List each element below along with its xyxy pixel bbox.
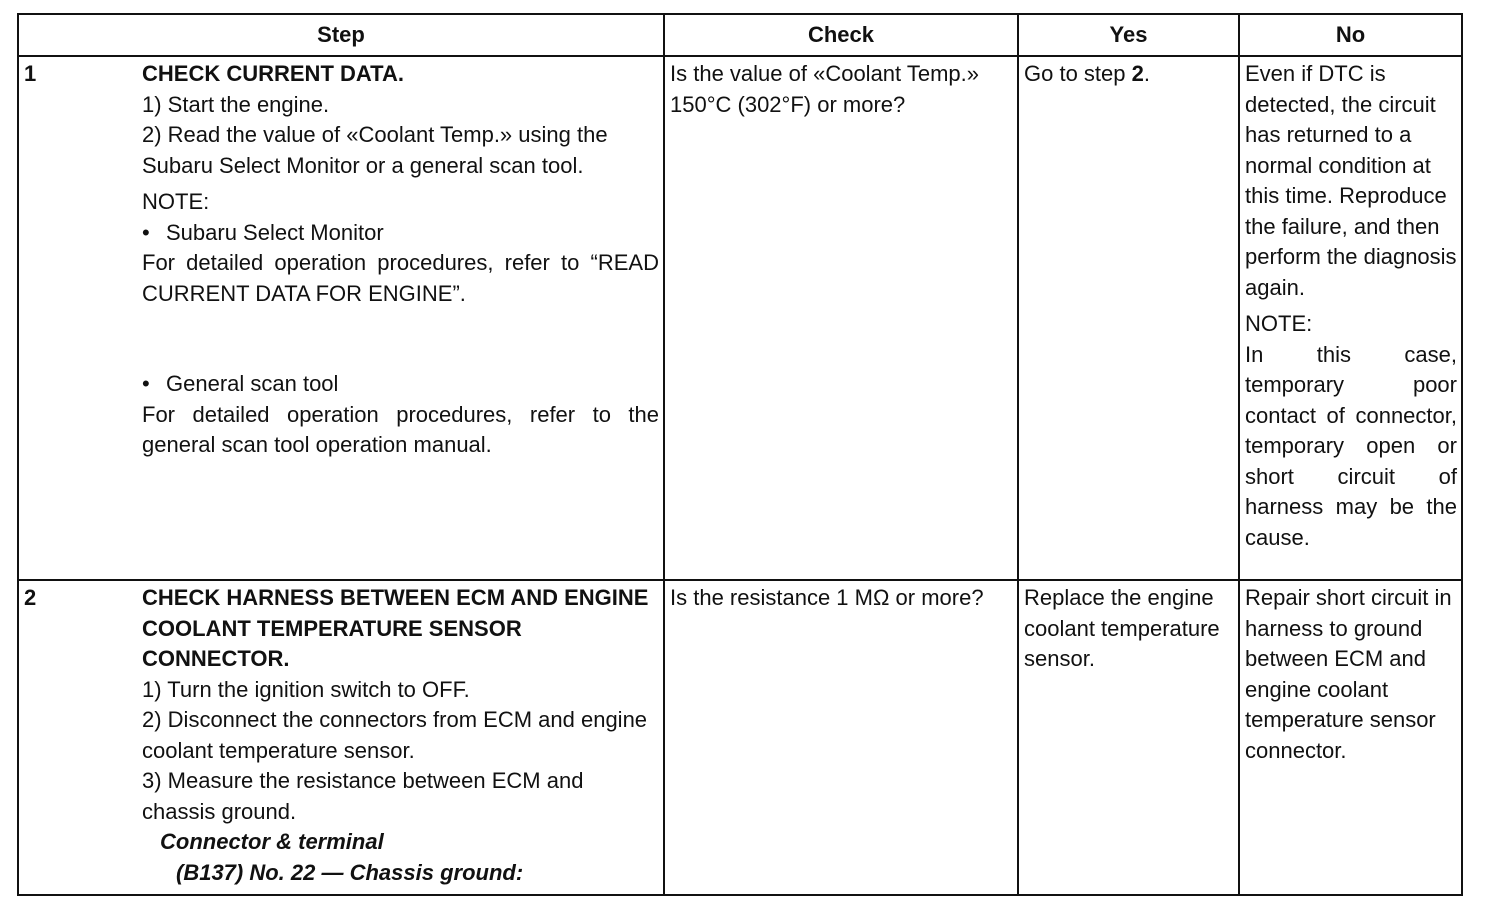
table-row <box>18 580 1462 895</box>
no-cell <box>1239 580 1462 895</box>
yes-text: Replace the engine coolant temperature sensor. <box>1024 585 1220 671</box>
header-step: Step <box>18 14 664 56</box>
table-row <box>18 56 1462 580</box>
no-text: Repair short circuit in harness to ground between ECM and engine coolant temperature sensor connector. <box>1245 585 1452 763</box>
yes-suffix: . <box>1143 61 1150 86</box>
connector-label: Connector & terminal <box>160 829 384 854</box>
step-number: 1 <box>24 61 37 86</box>
procedure-step: 1) Turn the ignition switch to OFF. <box>142 676 470 702</box>
header-no: No <box>1239 14 1462 56</box>
procedure-step: 2) Read the value of «Coolant Temp.» using the Subaru Select Monitor or a general scan tool. <box>142 122 608 178</box>
procedure-step: 2) Disconnect the connectors from ECM and engine coolant temperature sensor. <box>142 707 648 763</box>
note-label: NOTE: <box>1245 311 1313 336</box>
yes-cell <box>1018 580 1239 895</box>
yes-cell <box>1018 56 1239 580</box>
check-text: Is the resistance 1 MΩ or more? <box>670 585 984 610</box>
header-row <box>18 14 1462 56</box>
check-text: Is the value of «Coolant Temp.» 150°C (302°F) or more? <box>670 61 980 117</box>
diagnostic-table <box>17 13 1463 896</box>
yes-text <box>1019 57 1238 90</box>
bullet-item: • General scan tool <box>142 369 659 400</box>
no-cell <box>1239 56 1462 580</box>
step-title: CHECK CURRENT DATA. <box>142 61 404 86</box>
step-title: CHECK HARNESS BETWEEN ECM AND ENGINE COOLANT TEMPERATURE SENSOR CONNECTOR. <box>142 585 649 671</box>
connector-value: (B137) No. 22 — Chassis ground: <box>176 859 524 885</box>
check-cell <box>664 56 1018 580</box>
no-text: Even if DTC is detected, the circuit has returned to a normal condition at this time. Reproduce the failure, and then perform the diagnosis again. <box>1245 61 1457 300</box>
procedure-step: 3) Measure the resistance between ECM and chassis ground. <box>142 768 584 824</box>
procedure-step: 1) Start the engine. <box>142 91 330 117</box>
note-text: For detailed operation procedures, refer to “READ CURRENT DATA FOR ENGINE”. <box>142 250 659 306</box>
check-cell <box>664 580 1018 895</box>
bullet-item: • Subaru Select Monitor <box>142 218 659 249</box>
note-text: In this case, temporary poor contact of connector, temporary open or short circuit of harness may be the cause. <box>1245 341 1457 550</box>
header-check: Check <box>664 14 1018 56</box>
step-number: 2 <box>24 585 37 610</box>
yes-prefix: Go to step <box>1024 61 1132 86</box>
note-text: For detailed operation procedures, refer to the general scan tool operation manual. <box>142 401 659 457</box>
step-cell <box>18 580 664 895</box>
step-cell <box>18 56 664 580</box>
yes-step-ref: 2 <box>1131 61 1144 86</box>
note-label: NOTE: <box>142 189 210 214</box>
header-yes: Yes <box>1018 14 1239 56</box>
